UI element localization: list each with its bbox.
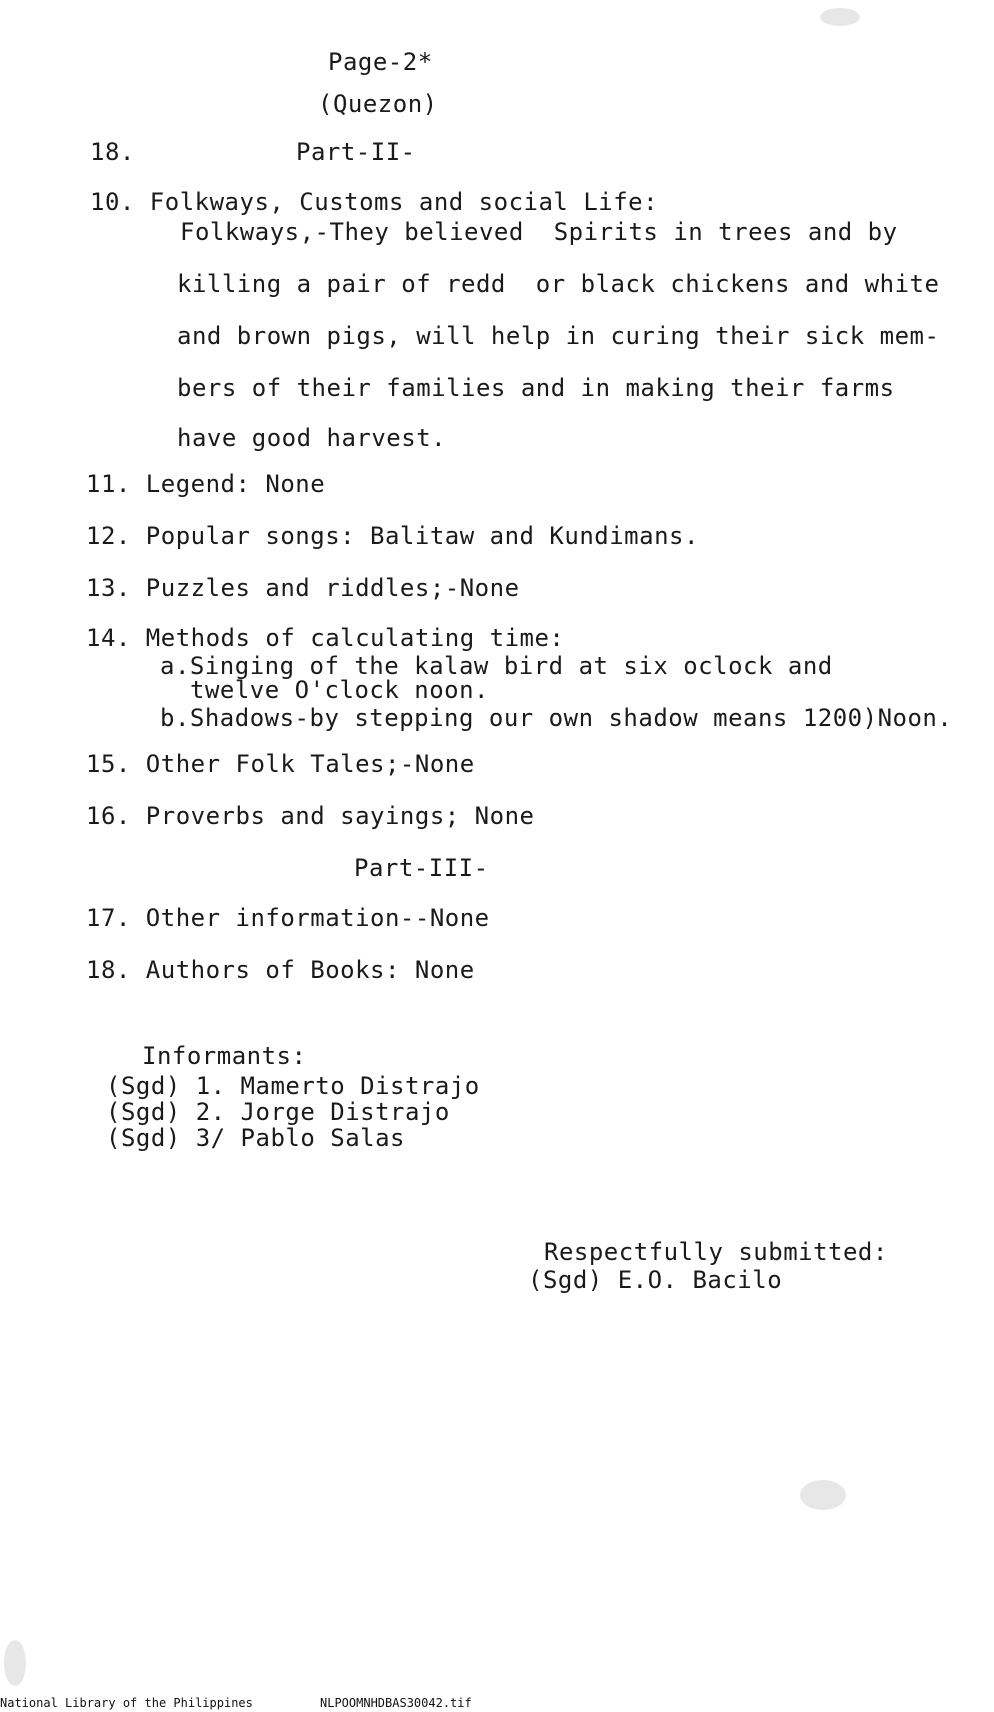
item-12: 12. Popular songs: Balitaw and Kundimans. bbox=[86, 522, 699, 550]
item-10-line-3: and brown pigs, will help in curing their sick mem- bbox=[177, 322, 940, 350]
item-17: 17. Other information--None bbox=[86, 904, 490, 932]
item-10-title: 10. Folkways, Customs and social Life: bbox=[90, 188, 659, 216]
item-10-line-4: bers of their families and in making their farms bbox=[177, 374, 895, 402]
informant-3: (Sgd) 3/ Pablo Salas bbox=[106, 1124, 405, 1152]
part3-heading: Part-III- bbox=[354, 854, 489, 882]
item-14-b-line: b.Shadows-by stepping our own shadow means 1200)Noon. bbox=[160, 704, 953, 732]
item-15: 15. Other Folk Tales;-None bbox=[86, 750, 475, 778]
municipality-label: (Quezon) bbox=[318, 90, 438, 118]
item-13: 13. Puzzles and riddles;-None bbox=[86, 574, 520, 602]
informant-2: (Sgd) 2. Jorge Distrajo bbox=[106, 1098, 450, 1126]
signatory: (Sgd) E.O. Bacilo bbox=[528, 1266, 783, 1294]
footer-library: National Library of the Philippines bbox=[0, 1696, 253, 1710]
closing-line: Respectfully submitted: bbox=[544, 1238, 888, 1266]
footer-file-id: NLPOOMNHDBAS30042.tif bbox=[320, 1696, 472, 1710]
part2-marker: 18. bbox=[90, 138, 135, 166]
scan-noise bbox=[800, 1480, 846, 1510]
item-11: 11. Legend: None bbox=[86, 470, 326, 498]
item-18: 18. Authors of Books: None bbox=[86, 956, 475, 984]
item-10-line-1: Folkways,-They believed Spirits in trees and by bbox=[180, 218, 898, 246]
scan-noise bbox=[820, 8, 860, 26]
item-14-title: 14. Methods of calculating time: bbox=[86, 624, 565, 652]
scan-noise bbox=[4, 1640, 26, 1686]
item-14-a-line-2: twelve O'clock noon. bbox=[190, 676, 489, 704]
informants-label: Informants: bbox=[142, 1042, 307, 1070]
part2-heading: Part-II- bbox=[296, 138, 416, 166]
item-10-line-5: have good harvest. bbox=[177, 424, 447, 452]
item-10-line-2: killing a pair of redd or black chickens and white bbox=[177, 270, 940, 298]
item-16: 16. Proverbs and sayings; None bbox=[86, 802, 535, 830]
informant-1: (Sgd) 1. Mamerto Distrajo bbox=[106, 1072, 480, 1100]
page-label: Page-2* bbox=[328, 48, 433, 76]
item-14-a-line-1: a.Singing of the kalaw bird at six oclock and bbox=[160, 652, 833, 680]
